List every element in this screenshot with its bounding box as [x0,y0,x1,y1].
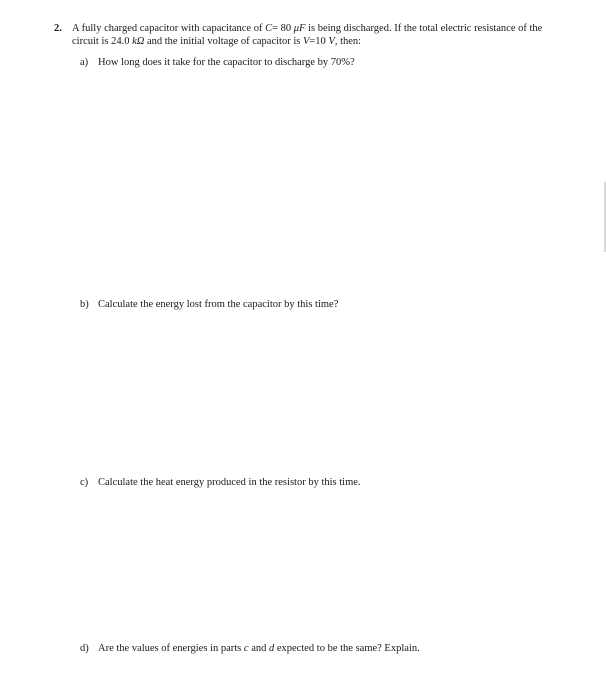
part-c-text: Calculate the heat energy produced in the resistor by this time. [98,477,361,488]
part-d-text-1: Are the values of energies in parts [98,643,244,654]
part-d-text-2: and [248,643,269,654]
part-c [80,476,361,489]
stem-text-1: A fully charged capacitor with capacitance of [72,23,266,34]
part-d-text-3: expected to be the same? Explain. [274,643,420,654]
stem-text-4: and the initial voltage of capacitor is [144,36,303,47]
stem-text-2: = 80 [272,23,294,34]
part-a [80,56,355,69]
stem-text-5: =10 [309,36,329,47]
stem-text-3: is being discharged. If the total electric resistance of the circuit is 24.0 [72,23,543,47]
part-d-letter: d) [80,643,89,654]
part-b-text: Calculate the energy lost from the capacitor by this time? [98,299,339,310]
stem-text-6: , then: [334,36,362,47]
part-d-var-d: d [268,643,275,654]
stem-var-c: C [265,23,273,34]
stem-unit-uf: μF [293,23,306,34]
part-c-letter: c) [80,477,89,488]
part-d-var-c: c [243,643,249,654]
part-a-text: How long does it take for the capacitor to discharge by 70%? [98,57,355,68]
question-stem [72,22,552,48]
stem-var-v: V [302,36,310,47]
part-b-letter: b) [80,299,89,310]
question-number: 2. [54,23,62,34]
part-b [80,298,338,311]
stem-unit-v: V [328,36,335,47]
part-a-letter: a) [80,57,89,68]
stem-unit-kohm: kΩ [132,36,145,47]
part-d [80,642,420,655]
